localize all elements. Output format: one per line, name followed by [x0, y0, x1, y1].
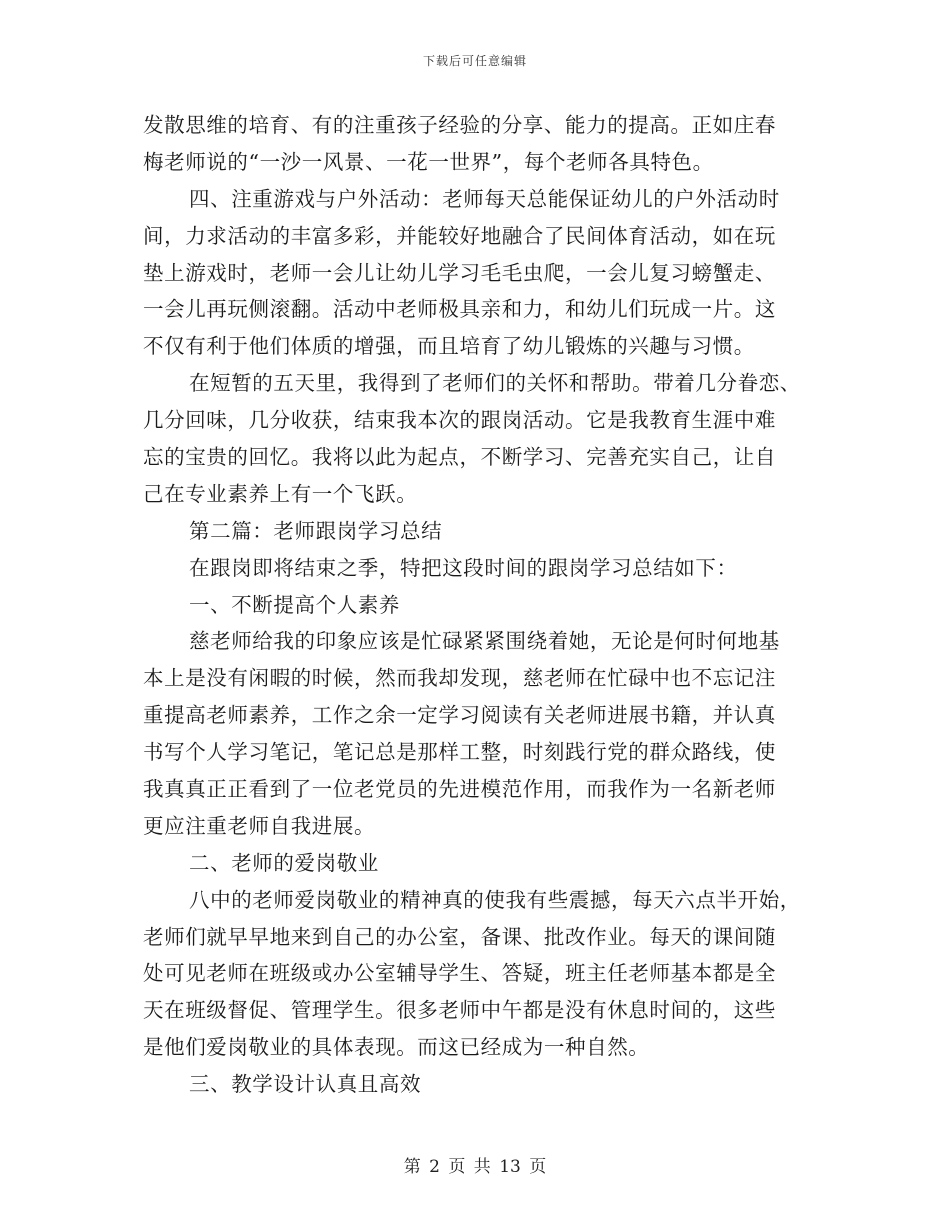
text-line: 忘的宝贵的回忆。我将以此为起点，不断学习、完善充实自己，让自	[143, 445, 776, 470]
text-line: 第二篇：老师跟岗学习总结	[189, 518, 443, 543]
text-line: 本上是没有闲暇的时候，然而我却发现，慈老师在忙碌中也不忘记注	[143, 666, 776, 691]
text-line: 书写个人学习笔记，笔记总是那样工整，时刻践行党的群众路线，使	[143, 740, 776, 765]
text-line: 处可见老师在班级或办公室辅导学生、答疑，班主任老师基本都是全	[143, 961, 776, 986]
text-line: 更应注重老师自我进展。	[143, 813, 376, 838]
page-number-footer: 第 2 页 共 13 页	[403, 1157, 547, 1177]
text-line: 在跟岗即将结束之季，特把这段时间的跟岗学习总结如下：	[189, 555, 738, 580]
document-body	[143, 107, 803, 1103]
page-header-note: 下载后可任意编辑	[422, 54, 527, 68]
text-line: 是他们爱岗敬业的具体表现。而这已经成为一种自然。	[143, 1035, 650, 1060]
text-line: 己在专业素养上有一个飞跃。	[143, 481, 418, 506]
text-line: 四、注重游戏与户外活动：老师每天总能保证幼儿的户外活动时	[189, 186, 780, 211]
text-line: 二、老师的爱岗敬业	[189, 850, 379, 875]
text-line: 天在班级督促、管理学生。很多老师中午都是没有休息时间的，这些	[143, 998, 776, 1023]
text-line: 一、不断提高个人素养	[189, 592, 400, 617]
text-line: 梅老师说的“一沙一风景、一花一世界”，每个老师各具特色。	[143, 149, 714, 174]
text-line: 我真真正正看到了一位老党员的先进模范作用，而我作为一名新老师	[143, 777, 776, 802]
text-line: 垫上游戏时，老师一会儿让幼儿学习毛毛虫爬，一会儿复习螃蟹走、	[143, 260, 776, 285]
text-line: 几分回味，几分收获，结束我本次的跟岗活动。它是我教育生涯中难	[143, 408, 776, 433]
text-line: 重提高老师素养，工作之余一定学习阅读有关老师进展书籍，并认真	[143, 703, 776, 728]
text-line: 发散思维的培育、有的注重孩子经验的分享、能力的提高。正如庄春	[143, 113, 776, 137]
text-line: 一会儿再玩侧滚翻。活动中老师极具亲和力，和幼儿们玩成一片。这	[143, 297, 776, 322]
text-line: 八中的老师爱岗敬业的精神真的使我有些震撼，每天六点半开始，	[189, 887, 801, 912]
text-line: 在短暂的五天里，我得到了老师们的关怀和帮助。带着几分眷恋、	[189, 371, 801, 396]
text-line: 不仅有利于他们体质的增强，而且培育了幼儿锻炼的兴趣与习惯。	[143, 334, 755, 359]
text-line: 间，力求活动的丰富多彩，并能较好地融合了民间体育活动，如在玩	[143, 223, 776, 248]
text-line: 慈老师给我的印象应该是忙碌紧紧围绕着她，无论是何时何地基	[189, 629, 780, 654]
text-line: 三、教学设计认真且高效	[189, 1072, 422, 1097]
text-line: 老师们就早早地来到自己的办公室，备课、批改作业。每天的课间随	[143, 924, 776, 949]
